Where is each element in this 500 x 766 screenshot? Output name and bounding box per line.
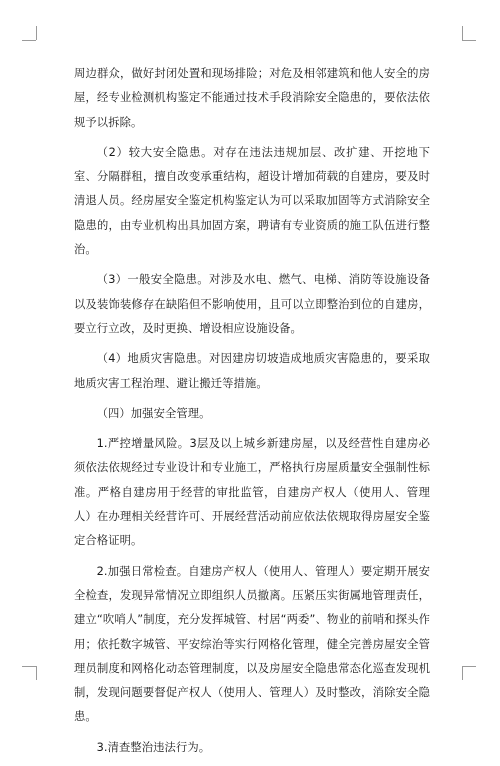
crop-mark-top-left-horizontal <box>22 40 36 41</box>
crop-mark-bottom-left-vertical <box>36 666 37 680</box>
crop-mark-bottom-left-horizontal <box>22 666 36 667</box>
paragraph-daily-inspection: 2.加强日常检查。自建房产权人（使用人、管理人）要定期开展安全检查，发现异常情况立即组织人员撤离。压紧压实街属地管理责任，建立“吹哨人”制度，充分发挥城管、村居“两委”、物业的前哨和探头作用；依托数字城管、平安综治等实行网格化管理，健全完善房屋安全管理员制度和网格化动态管理制度，以及房屋安全隐患常态化巡查发现机制，发现问题要督促产权人（使用人、管理人）及时整改，消除安全隐患。 <box>74 564 430 724</box>
paragraph-control-increment: 1.严控增量风险。3层及以上城乡新建房屋，以及经营性自建房必须依法依规经过专业设计和专业施工，严格执行房屋质量安全强制性标准。严格自建房用于经营的审批监管，自建房产权人（使用人、管理人）在办理相关经营许可、开展经营活动前应依法依规取得房屋安全鉴定合格证明。 <box>74 437 430 548</box>
paragraph-general-hazard: （3）一般安全隐患。对涉及水电、燃气、电梯、消防等设施设备以及装饰装修存在缺陷但不影响使用，且可以立即整治到位的自建房，要立行立改，及时更换、增设相应设施设备。 <box>74 273 430 335</box>
crop-mark-bottom-right-vertical <box>462 666 463 680</box>
paragraph-rectify-violations: 3.清查整治违法行为。 <box>96 740 211 754</box>
paragraph-major-hazard: （2）较大安全隐患。对存在违法违规加层、改扩建、开挖地下室、分隔群租，擅自改变承重结构，超设计增加荷载的自建房，要及时清退人员。经房屋安全鉴定机构鉴定认为可以采取加固等方式消除安全隐患的，由专业机构出具加固方案，聘请有专业资质的施工队伍进行整治。 <box>74 145 430 257</box>
crop-mark-top-right-horizontal <box>462 40 476 41</box>
paragraph-geological-hazard: （4）地质灾害隐患。对因建房切坡造成地质灾害隐患的，要采取地质灾害工程治理、避让搬迁等措施。 <box>74 352 430 390</box>
crop-mark-top-right-vertical <box>462 26 463 40</box>
crop-mark-top-left-vertical <box>36 26 37 40</box>
section-heading-strengthen-safety: （四）加强安全管理。 <box>96 406 211 420</box>
paragraph-continued: 周边群众，做好封闭处置和现场排险；对危及相邻建筑和他人安全的房屋，经专业检测机构鉴定不能通过技术手段消除安全隐患的，要依法依规予以拆除。 <box>74 67 430 129</box>
document-body <box>74 62 430 766</box>
crop-mark-bottom-right-horizontal <box>462 666 476 667</box>
